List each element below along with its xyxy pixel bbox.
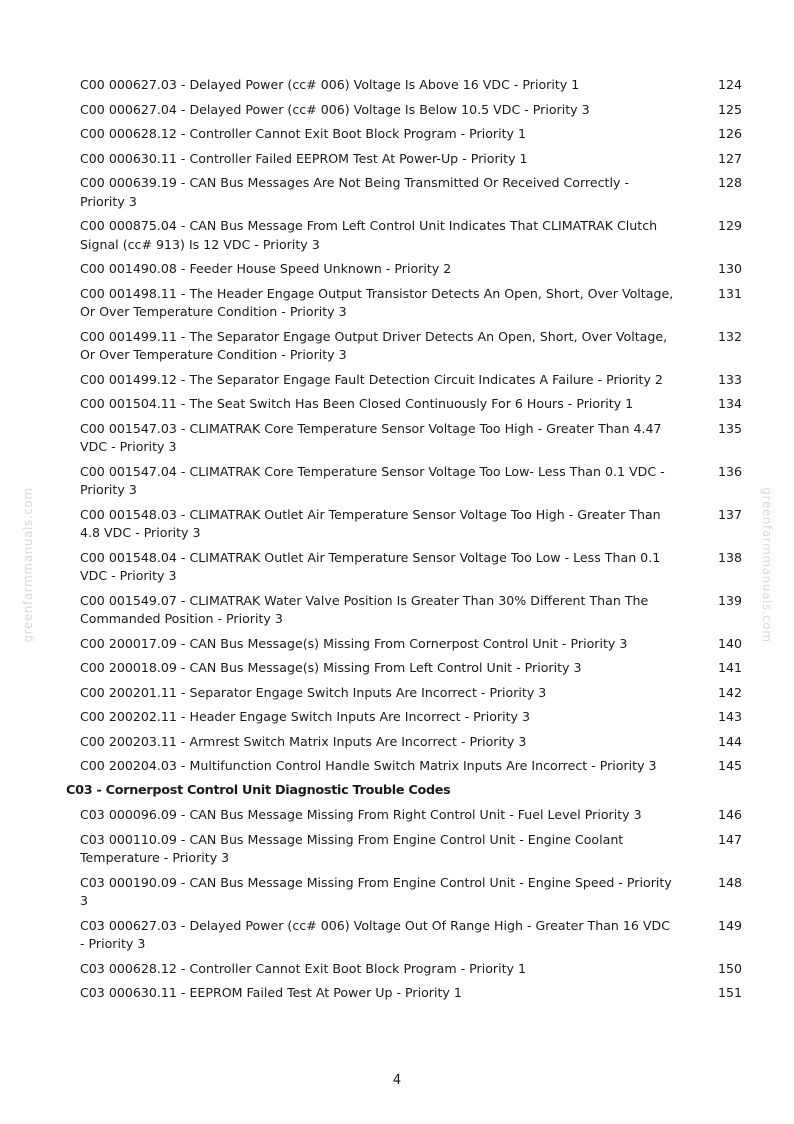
table-of-contents [66,76,746,1009]
toc-entry[interactable] [66,757,746,776]
toc-entry-title: C00 000875.04 - CAN Bus Message From Left Control Unit Indicates That CLIMATRAK Clutch Signal (cc# 913) Is 12 VDC - Priority 3 [80,218,658,252]
toc-entry[interactable] [66,984,746,1003]
toc-entry[interactable] [66,831,746,868]
toc-page-number: 133 [717,371,742,387]
toc-page-number: 130 [717,261,742,276]
toc-entry[interactable] [66,806,746,825]
toc-entry[interactable] [66,260,746,279]
toc-page-number: 126 [717,126,742,141]
toc-entry-title: C00 200202.11 - Header Engage Switch Inputs Are Incorrect - Priority 3 [80,709,530,724]
toc-entry-title: C00 001498.11 - The Header Engage Output Transistor Detects An Open, Short, Over Voltage, Or Over Temperature Condition - Priority 3 [80,285,674,319]
toc-entry[interactable] [66,125,746,144]
toc-entry-title: C00 001549.07 - CLIMATRAK Water Valve Position Is Greater Than 30% Different Than The Commanded Position - Priority 3 [80,592,649,626]
toc-entry-title: C00 200017.09 - CAN Bus Message(s) Missing From Cornerpost Control Unit - Priority 3 [80,635,628,651]
toc-entry-title: C00 000630.11 - Controller Failed EEPROM Test At Power-Up - Priority 1 [80,150,528,166]
toc-page-number: 138 [717,549,742,565]
toc-entry[interactable] [66,101,746,120]
toc-page-number: 146 [717,807,742,822]
toc-entry[interactable] [66,592,746,629]
toc-entry-title: C03 000628.12 - Controller Cannot Exit Boot Block Program - Priority 1 [80,960,526,976]
toc-page-number: 124 [717,77,742,92]
toc-page-number: 141 [717,660,742,675]
toc-entry-title: C03 000630.11 - EEPROM Failed Test At Power Up - Priority 1 [80,985,462,1000]
toc-page-number: 127 [717,150,742,166]
toc-entry[interactable] [66,76,746,95]
toc-page-number: 125 [717,101,742,117]
toc-entry[interactable] [66,328,746,365]
toc-page-number: 145 [717,758,742,773]
toc-page-number: 150 [717,960,742,976]
toc-entry[interactable] [66,506,746,543]
toc-entry-title: C00 000627.03 - Delayed Power (cc# 006) Voltage Is Above 16 VDC - Priority 1 [80,77,580,92]
toc-entry-title: C00 000639.19 - CAN Bus Messages Are Not Being Transmitted Or Received Correctly - Priority 3 [80,175,629,209]
toc-page-number: 151 [717,985,742,1000]
toc-entry-title: C00 001504.11 - The Seat Switch Has Been Closed Continuously For 6 Hours - Priority 1 [80,396,634,411]
toc-page-number: 140 [717,635,742,651]
toc-page-number: 149 [717,917,742,933]
toc-entry-title: C00 200204.03 - Multifunction Control Handle Switch Matrix Inputs Are Incorrect - Priority 3 [80,758,657,773]
toc-page-number: 144 [717,733,742,749]
toc-entry-title: C03 000190.09 - CAN Bus Message Missing From Engine Control Unit - Engine Speed - Priority 3 [80,874,672,908]
toc-entry-title: C03 000096.09 - CAN Bus Message Missing From Right Control Unit - Fuel Level Priority 3 [80,807,642,822]
toc-page-number: 139 [717,592,742,608]
toc-entry-title: C00 001548.04 - CLIMATRAK Outlet Air Temperature Sensor Voltage Too Low - Less Than 0.1 VDC - Priority 3 [80,549,661,583]
toc-entry-title: C00 000628.12 - Controller Cannot Exit Boot Block Program - Priority 1 [80,126,526,141]
toc-entry[interactable] [66,217,746,254]
toc-entry[interactable] [66,659,746,678]
toc-entry-title: C03 000110.09 - CAN Bus Message Missing From Engine Control Unit - Engine Coolant Temperature - Priority 3 [80,831,624,865]
toc-page-number: 131 [717,285,742,301]
toc-page-number: 132 [717,328,742,344]
toc-entry[interactable] [66,174,746,211]
toc-page-number: 134 [717,396,742,411]
watermark-left: greenfarmmanuals.com [21,487,35,643]
toc-entry-title: C00 001499.11 - The Separator Engage Output Driver Detects An Open, Short, Over Voltage, Or Over Temperature Condition - Priority 3 [80,328,668,362]
watermark-right: greenfarmmanuals.com [760,487,774,643]
toc-entry-title: C00 200201.11 - Separator Engage Switch Inputs Are Incorrect - Priority 3 [80,684,547,700]
toc-entry[interactable] [66,917,746,954]
toc-entry[interactable] [66,874,746,911]
toc-entry-title: C00 000627.04 - Delayed Power (cc# 006) Voltage Is Below 10.5 VDC - Priority 3 [80,101,590,117]
toc-page-number: 128 [717,175,742,190]
toc-page-number: 129 [717,218,742,233]
toc-entry[interactable] [66,150,746,169]
toc-entry[interactable] [66,960,746,979]
toc-entry-title: C00 001547.04 - CLIMATRAK Core Temperature Sensor Voltage Too Low- Less Than 0.1 VDC - Priority 3 [80,463,665,497]
toc-entry-title: C00 001499.12 - The Separator Engage Fault Detection Circuit Indicates A Failure - Priority 2 [80,371,663,387]
toc-entry[interactable] [66,371,746,390]
toc-entry[interactable] [66,635,746,654]
toc-entry[interactable] [66,463,746,500]
toc-entry[interactable] [66,420,746,457]
toc-page-number: 135 [717,420,742,436]
toc-entry[interactable] [66,684,746,703]
toc-entry[interactable] [66,708,746,727]
toc-entry[interactable] [66,549,746,586]
toc-page-number: 147 [717,831,742,847]
toc-page-number: 137 [717,506,742,522]
toc-entry-title: C00 200203.11 - Armrest Switch Matrix Inputs Are Incorrect - Priority 3 [80,733,527,749]
toc-entry[interactable] [66,285,746,322]
section-heading[interactable]: C03 - Cornerpost Control Unit Diagnostic Trouble Codes [66,782,451,798]
toc-entry[interactable] [66,395,746,414]
page-number: 4 [392,1073,402,1088]
toc-page-number: 142 [717,684,742,700]
toc-page-number: 136 [717,463,742,479]
toc-entry-title: C00 200018.09 - CAN Bus Message(s) Missing From Left Control Unit - Priority 3 [80,660,582,675]
toc-entry-title: C00 001548.03 - CLIMATRAK Outlet Air Temperature Sensor Voltage Too High - Greater Than 4.8 VDC - Priority 3 [80,506,661,540]
toc-page-number: 148 [717,874,742,890]
toc-entry-title: C03 000627.03 - Delayed Power (cc# 006) Voltage Out Of Range High - Greater Than 16 VDC - Priority 3 [80,917,671,951]
toc-entry-title: C00 001490.08 - Feeder House Speed Unknown - Priority 2 [80,261,452,276]
toc-entry[interactable] [66,733,746,752]
toc-page-number: 143 [717,709,742,724]
toc-entry-title: C00 001547.03 - CLIMATRAK Core Temperature Sensor Voltage Too High - Greater Than 4.47 VDC - Priority 3 [80,420,662,454]
